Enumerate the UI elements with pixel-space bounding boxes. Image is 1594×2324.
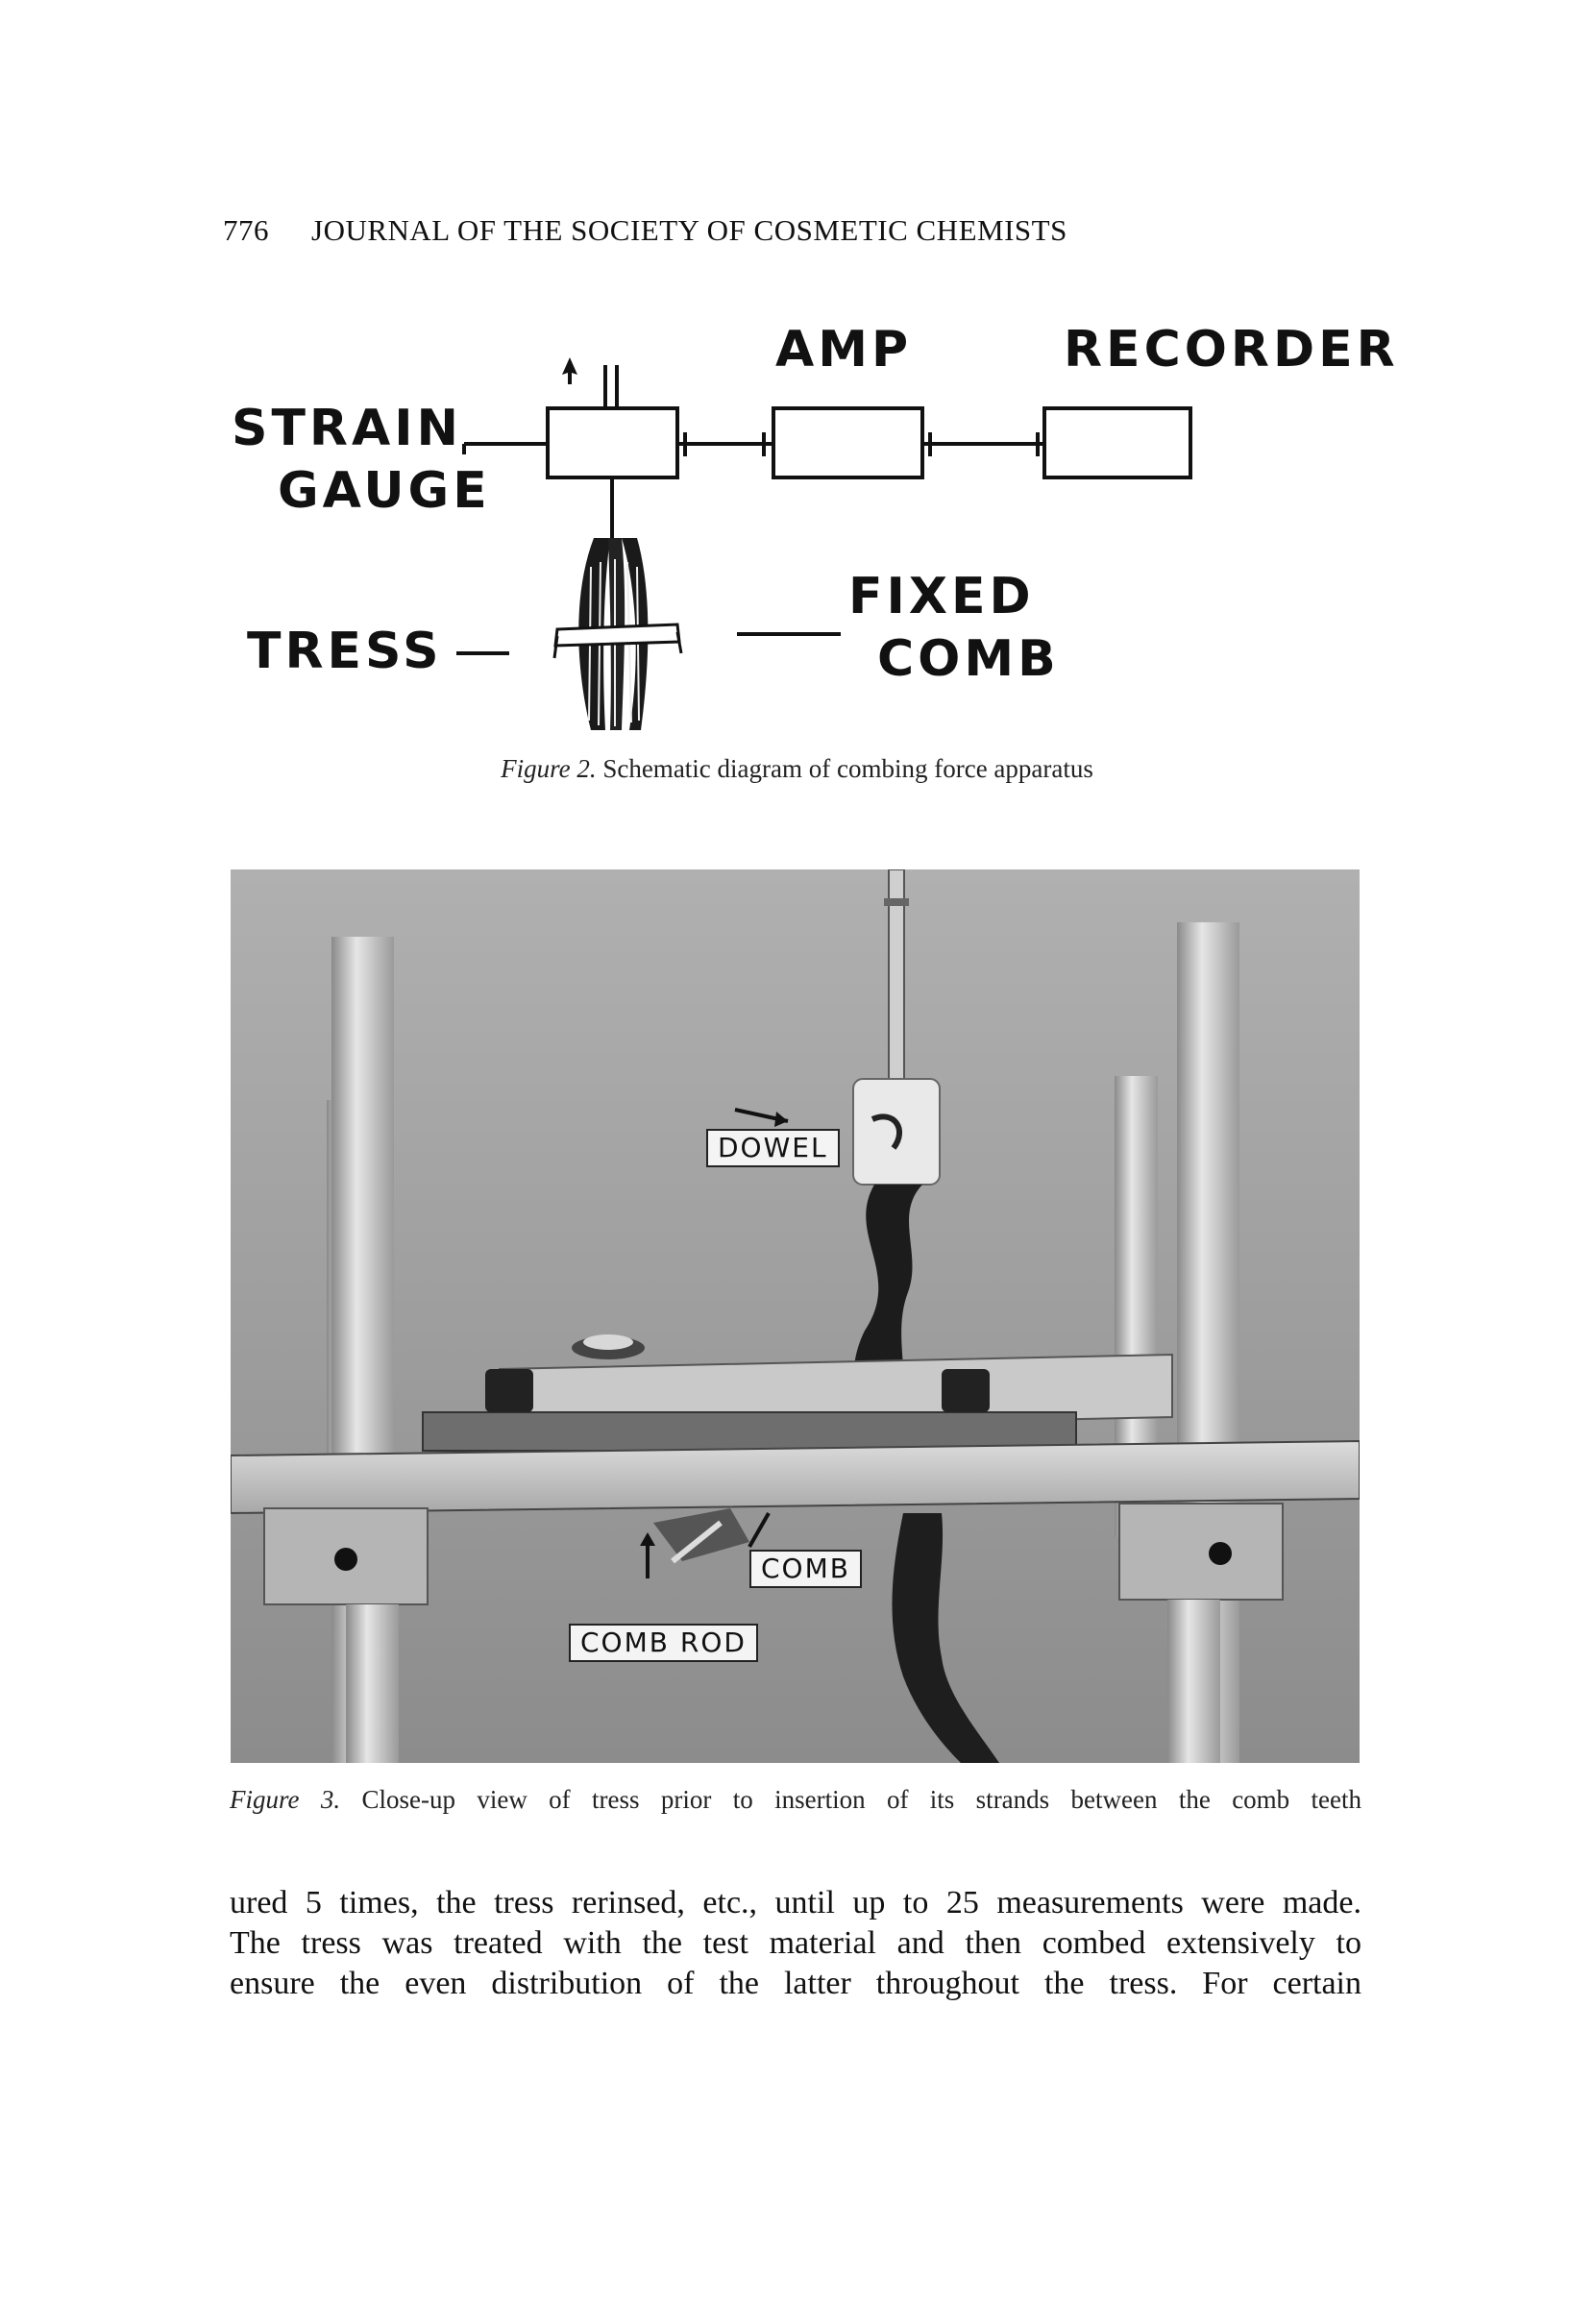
figure-2-caption-label: Figure 2. <box>501 754 597 783</box>
figure-2-caption <box>0 754 1594 784</box>
label-dowel: DOWEL <box>706 1129 840 1167</box>
label-comb: COMB <box>877 630 1060 688</box>
label-recorder: RECORDER <box>1064 321 1399 379</box>
apparatus-photo <box>231 869 1360 1763</box>
label-tress: TRESS <box>247 623 443 680</box>
figure-3-photo <box>231 869 1360 1763</box>
label-gauge: GAUGE <box>278 462 491 520</box>
label-comb-photo: COMB <box>749 1550 862 1588</box>
body-text <box>230 1883 1361 2004</box>
label-strain: STRAIN <box>232 400 463 457</box>
figure-2-schematic <box>226 307 1399 740</box>
tress-drawing <box>554 538 681 730</box>
body-line-3: ensure the even distribution of the latter throughout the tress. For certain <box>230 1966 1361 2001</box>
label-fixed: FIXED <box>848 568 1035 625</box>
label-comb-rod: COMB ROD <box>569 1624 758 1662</box>
journal-title: JOURNAL OF THE SOCIETY OF COSMETIC CHEMISTS <box>311 213 1067 247</box>
figure-3-caption-label: Figure 3. <box>230 1785 341 1814</box>
label-amp: AMP <box>775 321 913 379</box>
page-number: 776 <box>223 213 269 247</box>
body-line-2: The tress was treated with the test material and then combed extensively to <box>230 1925 1361 1961</box>
recorder-box <box>1044 408 1190 477</box>
running-header <box>223 213 1067 248</box>
up-arrow-icon <box>562 357 577 384</box>
figure-2-caption-text: Schematic diagram of combing force apparatus <box>602 754 1093 783</box>
strain-gauge-box <box>548 408 677 477</box>
figure-3-caption-text: Close-up view of tress prior to insertion of its strands between the comb teeth <box>361 1785 1362 1814</box>
figure-3-caption <box>230 1785 1361 1815</box>
body-line-1: ured 5 times, the tress rerinsed, etc., until up to 25 measurements were made. <box>230 1885 1361 1920</box>
amp-box <box>773 408 922 477</box>
